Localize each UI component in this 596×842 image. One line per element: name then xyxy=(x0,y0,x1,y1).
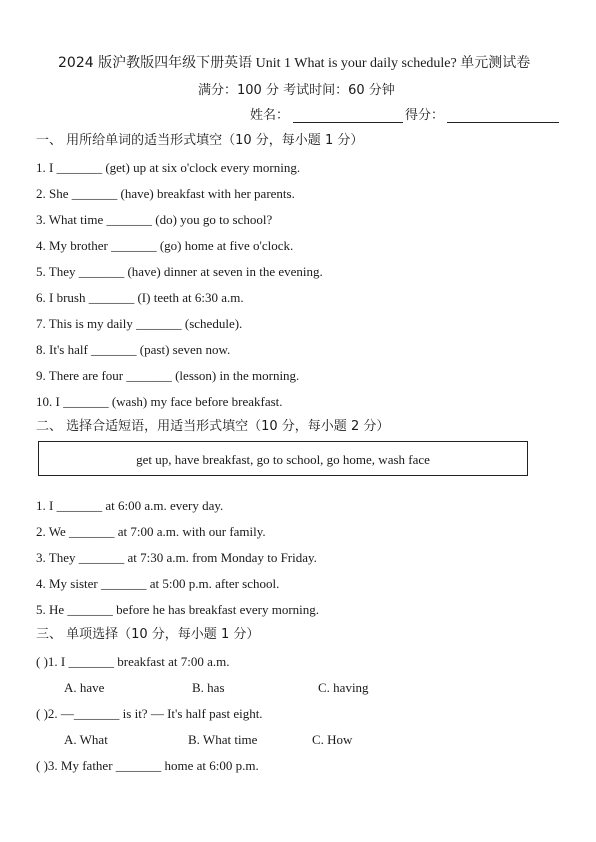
s2-item: 4. My sister _______ at 5:00 p.m. after school. xyxy=(36,576,280,591)
s3-option: A. have xyxy=(64,680,105,695)
s3-option: B. What time xyxy=(188,732,258,747)
title-english: Unit 1 What is your daily schedule? xyxy=(255,56,457,71)
s1-item: 4. My brother _______ (go) home at five o'clock. xyxy=(36,238,294,253)
s1-item: 7. This is my daily _______ (schedule). xyxy=(36,316,243,331)
score-time-line: 满分：100 分 考试时间：60 分钟 xyxy=(198,83,395,98)
s3-question-stem: ( )1. I _______ breakfast at 7:00 a.m. xyxy=(36,654,230,669)
section2-heading: 二、 选择合适短语，用适当形式填空（10 分，每小题 2 分） xyxy=(36,419,390,434)
s1-item: 3. What time _______ (do) you go to school? xyxy=(36,212,273,227)
s1-item: 6. I brush _______ (I) teeth at 6:30 a.m. xyxy=(36,290,244,305)
score-blank-line[interactable] xyxy=(447,122,559,123)
s3-option: C. having xyxy=(318,680,369,695)
s1-item: 10. I _______ (wash) my face before breakfast. xyxy=(36,394,283,409)
s1-item: 8. It's half _______ (past) seven now. xyxy=(36,342,231,357)
phrase-box xyxy=(38,441,528,476)
name-label: 姓名： xyxy=(250,108,290,123)
s3-option: A. What xyxy=(64,732,108,747)
s1-item: 1. I _______ (get) up at six o'clock every morning. xyxy=(36,160,301,175)
s3-question-stem: ( )3. My father _______ home at 6:00 p.m. xyxy=(36,758,259,773)
s1-item: 5. They _______ (have) dinner at seven in the evening. xyxy=(36,264,323,279)
s1-item: 2. She _______ (have) breakfast with her parents. xyxy=(36,186,295,201)
title-suffix: 单元测试卷 xyxy=(460,55,531,71)
phrase-list: get up, have breakfast, go to school, go home, wash face xyxy=(136,452,430,467)
s2-item: 1. I _______ at 6:00 a.m. every day. xyxy=(36,498,224,513)
score-label: 得分： xyxy=(405,108,445,123)
s2-item: 2. We _______ at 7:00 a.m. with our family. xyxy=(36,524,266,539)
s3-question-stem: ( )2. —_______ is it? — It's half past eight. xyxy=(36,706,263,721)
section3-heading: 三、 单项选择（10 分，每小题 1 分） xyxy=(36,627,260,642)
name-blank-line[interactable] xyxy=(293,122,403,123)
s3-option: C. How xyxy=(312,732,353,747)
s2-item: 3. They _______ at 7:30 a.m. from Monday to Friday. xyxy=(36,550,317,565)
s3-option: B. has xyxy=(192,680,225,695)
section1-heading: 一、 用所给单词的适当形式填空（10 分，每小题 1 分） xyxy=(36,133,364,148)
s2-item: 5. He _______ before he has breakfast every morning. xyxy=(36,602,320,617)
title-prefix: 2024 版沪教版四年级下册英语 xyxy=(58,55,253,71)
page-title xyxy=(58,55,530,72)
s1-item: 9. There are four _______ (lesson) in the morning. xyxy=(36,368,300,383)
